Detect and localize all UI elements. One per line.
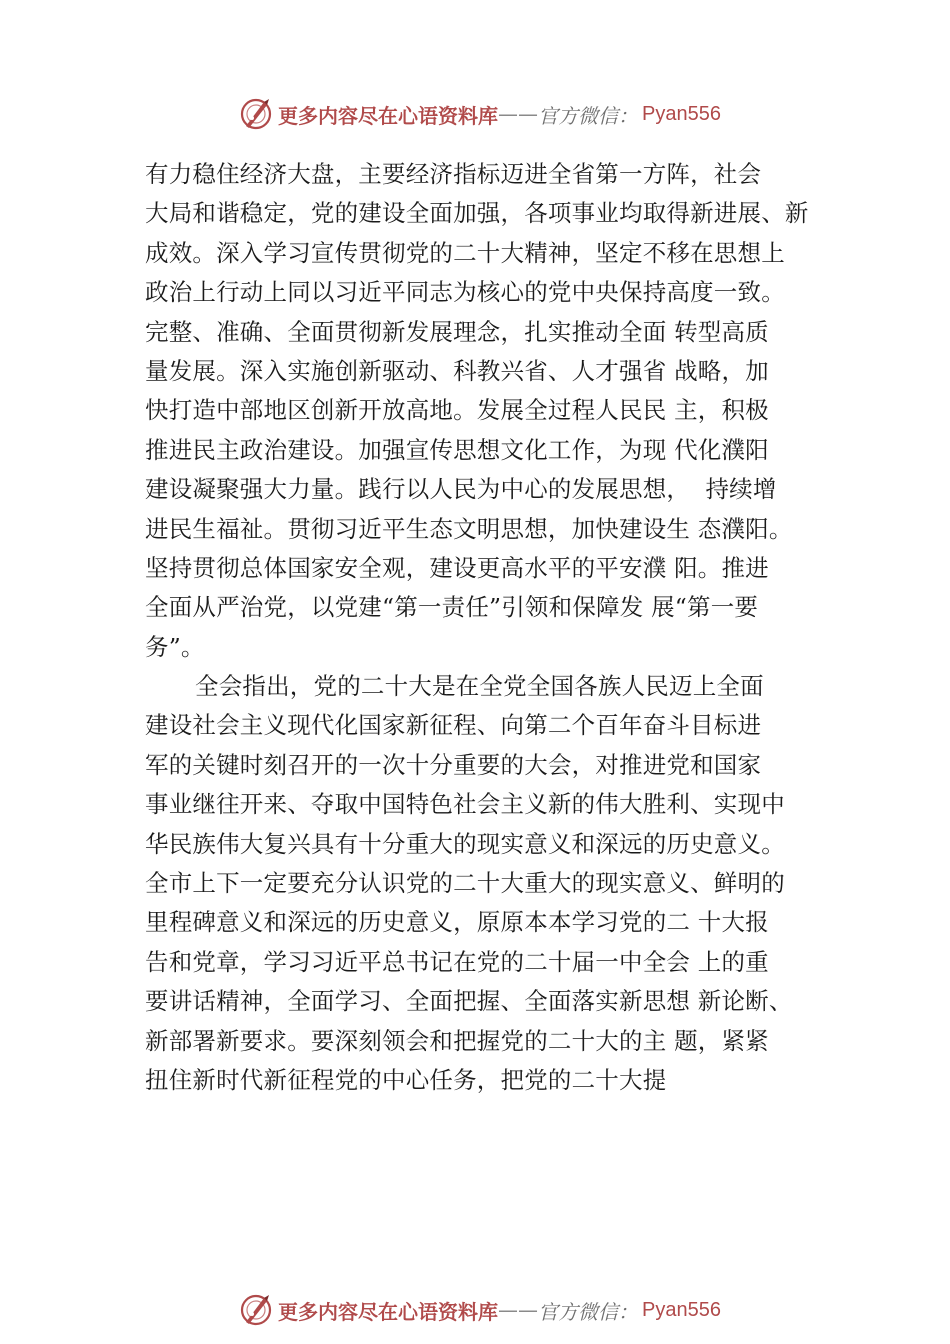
text-line: 进民生福祉。贯彻习近平生态文明思想，加快建设生 态濮阳。 bbox=[145, 514, 793, 543]
text-line: 坚持贯彻总体国家安全观，建设更高水平的平安濮 阳。推进 bbox=[145, 553, 769, 582]
text-line: 建设社会主义现代化国家新征程、向第二个百年奋斗目标进 bbox=[145, 711, 762, 740]
footer-wechat-id: Pyan556 bbox=[642, 1298, 721, 1321]
text-line: 成效。深入学习宣传贯彻党的二十大精神，坚定不移在思想上 bbox=[145, 238, 785, 267]
text-line: 事业继往开来、夺取中国特色社会主义新的伟大胜利、实现中 bbox=[145, 790, 785, 819]
text-line: 量发展。深入实施创新驱动、科教兴省、人才强省 战略，加 bbox=[145, 356, 769, 385]
text-line: 华民族伟大复兴具有十分重大的现实意义和深远的历史意义。 bbox=[145, 829, 785, 858]
text-line: 大局和谐稳定，党的建设全面加强，各项事业均取得新进展、新 bbox=[145, 199, 809, 228]
text-line: 要讲话精神，全面学习、全面把握、全面落实新思想 新论断、 bbox=[145, 987, 793, 1016]
text-line: 完整、准确、全面贯彻新发展理念，扎实推动全面 转型高质 bbox=[145, 317, 769, 346]
text-line: 新部署新要求。要深刻领会和把握党的二十大的主 题，紧紧 bbox=[145, 1026, 769, 1055]
text-line: 务”。 bbox=[145, 632, 205, 661]
text-line: 全市上下一定要充分认识党的二十大重大的现实意义、鲜明的 bbox=[145, 869, 785, 898]
header-slogan: 更多内容尽在心语资料库 bbox=[278, 103, 498, 128]
text-line: 全面从严治党，以党建“第一责任”引领和保障发 展“第一要 bbox=[145, 593, 759, 622]
text-line: 有力稳住经济大盘，主要经济指标迈进全省第一方阵，社会 bbox=[145, 160, 762, 188]
quill-pen-logo-icon bbox=[238, 96, 274, 132]
header-banner bbox=[238, 94, 758, 134]
text-line: 建设凝聚强大力量。践行以人民为中心的发展思想， 持续增 bbox=[145, 475, 777, 504]
quill-pen-logo-icon bbox=[238, 1292, 274, 1328]
paragraph-start-line: 全会指出，党的二十大是在全党全国各族人民迈上全面 bbox=[195, 672, 764, 701]
text-line: 扭住新时代新征程党的中心任务，把党的二十大提 bbox=[145, 1065, 667, 1094]
text-line: 军的关键时刻召开的一次十分重要的大会，对推进党和国家 bbox=[145, 750, 762, 779]
footer-banner bbox=[238, 1290, 758, 1330]
footer-dash: —— bbox=[498, 1298, 538, 1322]
document-body bbox=[145, 155, 845, 1100]
text-line: 告和党章，学习习近平总书记在党的二十届一中全会 上的重 bbox=[145, 947, 769, 976]
header-wechat-id: Pyan556 bbox=[642, 102, 721, 125]
footer-slogan: 更多内容尽在心语资料库 bbox=[278, 1299, 498, 1324]
footer-banner-text bbox=[278, 1296, 721, 1325]
header-dash: —— bbox=[498, 102, 538, 126]
text-line: 快打造中部地区创新开放高地。发展全过程人民民 主，积极 bbox=[145, 396, 769, 425]
text-line: 里程碑意义和深远的历史意义，原原本本学习党的二 十大报 bbox=[145, 908, 769, 937]
header-banner-text bbox=[278, 100, 721, 129]
header-wechat-label: 官方微信： bbox=[538, 103, 638, 128]
text-line: 政治上行动上同以习近平同志为核心的党中央保持高度一致。 bbox=[145, 278, 785, 307]
footer-wechat-label: 官方微信： bbox=[538, 1299, 638, 1324]
text-line: 推进民主政治建设。加强宣传思想文化工作，为现 代化濮阳 bbox=[145, 435, 769, 464]
